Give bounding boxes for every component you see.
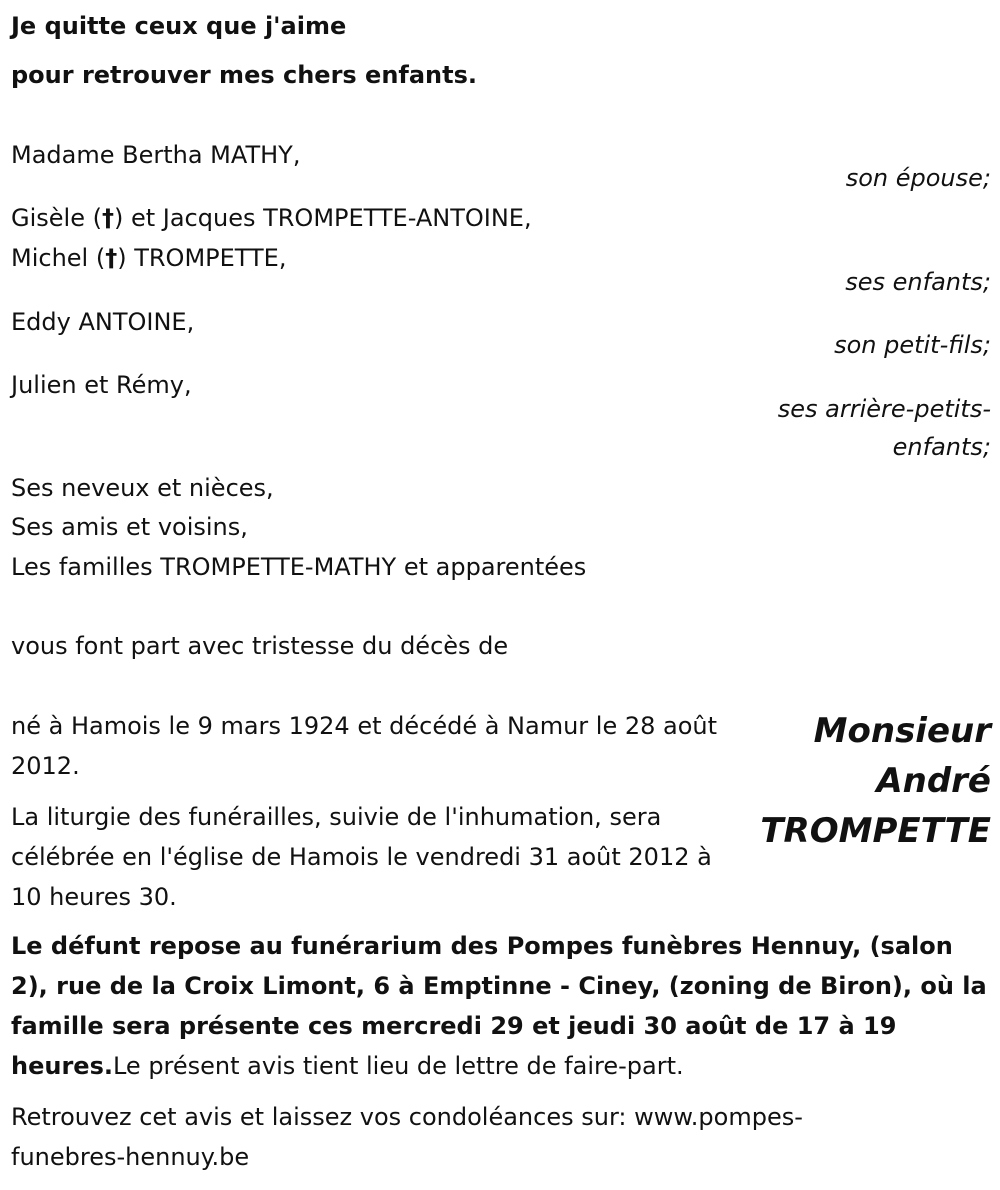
header-line-2: pour retrouver mes chers enfants. [11,61,478,89]
great-grandchildren-names: Julien et Rémy, [11,371,192,399]
children-relation: ses enfants; [845,268,991,296]
deceased-last-name: TROMPETTE [760,811,991,851]
deceased-title: Monsieur [813,711,991,751]
condolences-info: Retrouvez cet avis et laissez vos condoléances sur: www.pompes-funebres-hennuy.be [11,1103,803,1171]
child-2-rest: ) TROMPETTE, [117,244,287,272]
notice-text: Le présent avis tient lieu de lettre de faire-part. [112,1052,684,1080]
spouse-relation: son épouse; [845,164,991,192]
great-grandchildren-relation-2: enfants; [892,433,991,461]
great-grandchildren-relation-1: ses arrière-petits- [777,395,991,423]
child-2-first: Michel ( [11,244,106,272]
others-line-3: Les familles TROMPETTE-MATHY et apparentées [11,553,587,581]
announcement: vous font part avec tristesse du décès de [11,632,509,660]
spouse-name: Madame Bertha MATHY, [11,141,301,169]
funeral-home-info [11,926,996,1086]
child-2 [11,238,286,278]
header-line-1: Je quitte ceux que j'aime [11,12,347,40]
funeral-home-text: Le défunt repose au funérarium des Pompes funèbres Hennuy, (salon 2), rue de la Croix Limont, 6 à Emptinne - Ciney, (zoning de Biron), où la famille sera présente ces mercredi 29 et jeudi 30 août de 17 à 19 heures. [11,932,987,1080]
child-1 [11,198,532,238]
cross-icon: † [105,244,118,272]
birth-death-details: né à Hamois le 9 mars 1924 et décédé à Namur le 28 août 2012. [11,712,718,780]
deceased-name [731,706,991,856]
deceased-first-name: André [876,761,991,801]
grandson-relation: son petit-fils; [834,331,991,359]
liturgy-details: La liturgie des funérailles, suivie de l'inhumation, sera célébrée en l'église de Hamois le vendredi 31 août 2012 à 10 heures 30. [11,803,712,911]
others-line-1: Ses neveux et nièces, [11,474,274,502]
child-1-first: Gisèle ( [11,204,102,232]
others-line-2: Ses amis et voisins, [11,513,248,541]
grandson-name: Eddy ANTOINE, [11,308,195,336]
cross-icon: † [101,204,114,232]
child-1-rest: ) et Jacques TROMPETTE-ANTOINE, [113,204,532,232]
